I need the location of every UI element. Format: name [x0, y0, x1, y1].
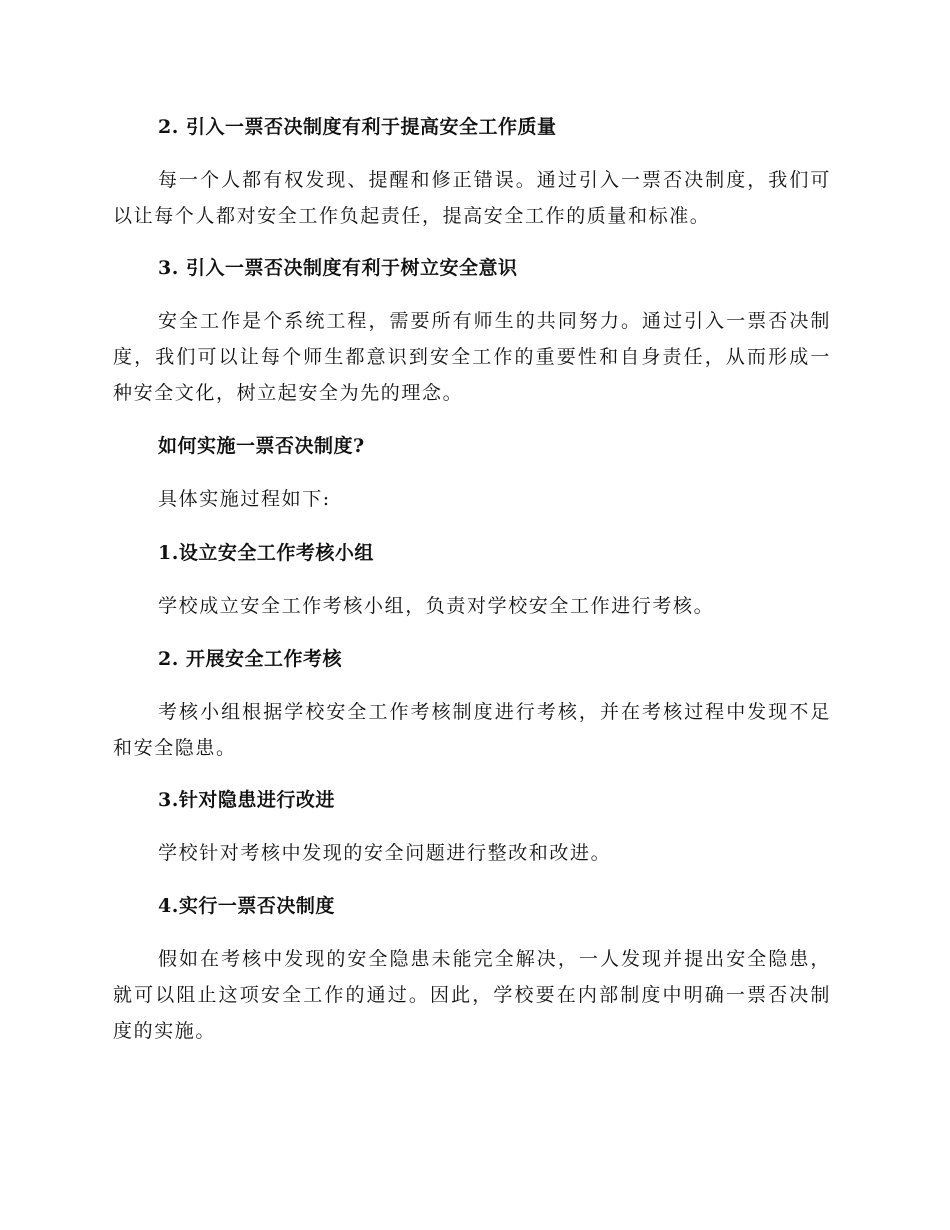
section-heading: 2. 引入一票否决制度有利于提高安全工作质量: [158, 116, 557, 138]
section-heading: 3. 引入一票否决制度有利于树立安全意识: [158, 257, 518, 279]
section-heading: 4.实行一票否决制度: [158, 895, 335, 917]
body-paragraph: 考核小组根据学校安全工作考核制度进行考核，并在考核过程中发现不足和安全隐患。: [113, 701, 831, 759]
body-paragraph: 具体实施过程如下:: [158, 488, 331, 510]
body-paragraph: 每一个人都有权发现、提醒和修正错误。通过引入一票否决制度，我们可以让每个人都对安全工作负起责任，提高安全工作的质量和标准。: [113, 169, 831, 227]
section-heading: 如何实施一票否决制度?: [158, 435, 365, 457]
section-heading: 3.针对隐患进行改进: [158, 789, 335, 811]
body-paragraph: 安全工作是个系统工程，需要所有师生的共同努力。通过引入一票否决制度，我们可以让每个师生都意识到安全工作的重要性和自身责任，从而形成一种安全文化，树立起安全为先的理念。: [113, 310, 831, 404]
body-paragraph: 学校成立安全工作考核小组，负责对学校安全工作进行考核。: [158, 595, 715, 617]
section-heading: 2. 开展安全工作考核: [158, 648, 342, 670]
body-paragraph: 假如在考核中发现的安全隐患未能完全解决，一人发现并提出安全隐患，就可以阻止这项安全工作的通过。因此，学校要在内部制度中明确一票否决制度的实施。: [113, 948, 831, 1042]
section-heading: 1.设立安全工作考核小组: [158, 542, 374, 564]
body-paragraph: 学校针对考核中发现的安全问题进行整改和改进。: [158, 842, 612, 864]
